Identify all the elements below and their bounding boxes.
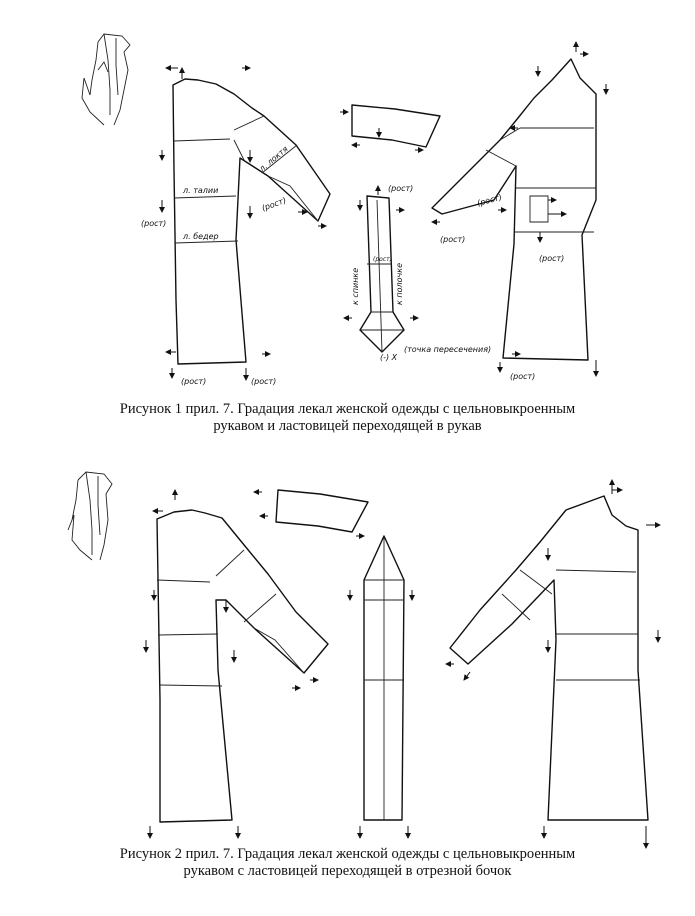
- gusset-inner-growth: (рост): [373, 256, 392, 263]
- intersect-mark: (-) Х: [380, 353, 398, 362]
- waist-line-label: л. талии: [183, 186, 219, 195]
- figure1-caption-line2: рукавом и ластовицей переходящей в рукав: [213, 418, 482, 434]
- hip-line-label: л. бедер: [183, 232, 219, 241]
- figure1-collar-piece: [340, 105, 440, 150]
- intersect-label: (точка пересечения): [404, 345, 492, 354]
- growth-label-left: (рост): [141, 219, 167, 228]
- figure1-front-piece: [432, 59, 596, 360]
- figure1-caption-line1: Рисунок 1 прил. 7. Градация лекал женской одежды с цельновыкроенным: [119, 401, 576, 417]
- gusset-growth-label: (рост): [388, 184, 414, 193]
- figure2-collar-piece: [254, 490, 368, 536]
- to-back-label: к спинке: [351, 267, 360, 305]
- figure2-sketch: [68, 472, 112, 560]
- figure2-front-piece: [450, 496, 648, 820]
- figure1-back-piece: [173, 79, 330, 364]
- figure2-caption-line2: рукавом с ластовицей переходящей в отрезной бочок: [183, 863, 512, 879]
- figure2-arrows-left: [146, 490, 318, 838]
- figure2-gusset-piece: [350, 536, 412, 838]
- figure1-sketch: [82, 34, 130, 125]
- elbow-line-label: л. локтя: [257, 144, 290, 174]
- figure2-arrows-right: [446, 480, 660, 848]
- to-front-label: к полочке: [395, 263, 404, 305]
- growth-label-hem: (рост): [181, 377, 207, 386]
- figure2-back-piece: [157, 510, 328, 822]
- figure2-caption-line1: Рисунок 2 прил. 7. Градация лекал женской одежды с цельновыкроенным: [119, 846, 576, 862]
- figure1-caption: [0, 401, 695, 435]
- figure2-caption: [0, 846, 695, 880]
- growth-label-sleeve: (рост): [260, 195, 288, 213]
- growth-label-hem-right: (рост): [251, 377, 277, 386]
- front-growth-sleeve-2: (рост): [440, 235, 466, 244]
- front-growth-hem: (рост): [510, 372, 536, 381]
- front-growth-side: (рост): [539, 254, 565, 263]
- front-growth-sleeve: (рост): [476, 192, 503, 208]
